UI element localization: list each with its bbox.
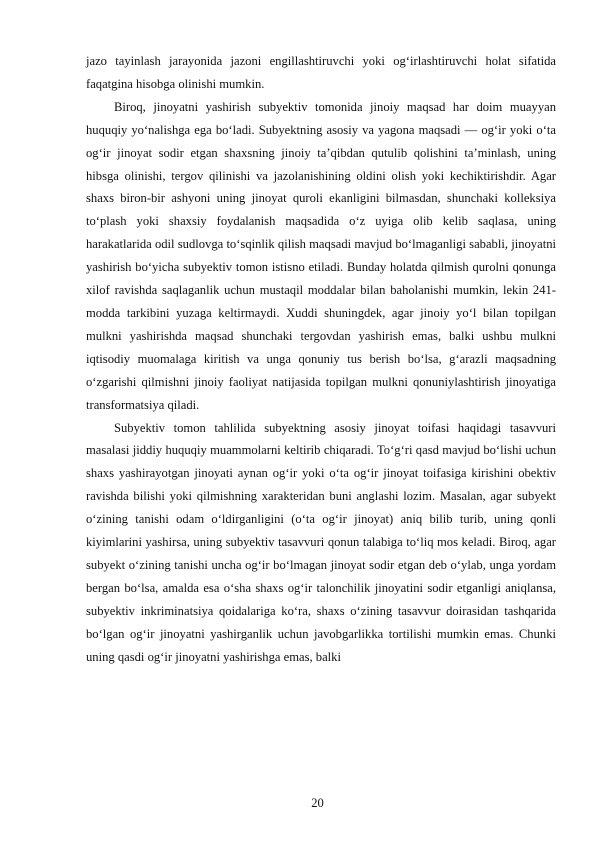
paragraph-subjective-side: Biroq, jinoyatni yashirish subyektiv tomonida jinoiy maqsad har doim muayyan huquqiy yo‘nalishga ega bo‘ladi. Subyektning asosiy va yagona maqsadi — og‘ir yoki o‘ta og‘ir jinoyat sodir etgan shaxsning jinoiy ta’qibdan qutulib qolishini ta’minlash, uning hibsga olinishi, tergov qilinishi va jazolanishining oldini olish yoki kechiktirishdir. Agar shaxs biron-bir ashyoni uning jinoyat quroli ekanligini bilmasdan, shunchaki kolleksiya to‘plash yoki shaxsiy foydalanish maqsadida o‘z uyiga olib kelib saqlasa, uning harakatlarida odil sudlovga to‘sqinlik qilish maqsadi mavjud bo‘lmaganligi sababli, jinoyatni yashirish bo‘yicha subyektiv tomon istisno etiladi. Bunday holatda qilmish qurolni qonunga xilof ravishda saqlaganlik uchun mustaqil moddalar bilan baholanishi mumkin, lekin 241-modda tarkibini yuzaga keltirmaydi. Xuddi shuningdek, agar jinoiy yo‘l bilan topilgan mulkni yashirishda maqsad shunchaki tergovdan yashirish emas, balki ushbu mulkni iqtisodiy muomalaga kiritish va unga qonuniy tus berish bo‘lsa, g‘arazli maqsadning o‘zgarishi qilmishni jinoiy faoliyat natijasida topilgan mulkni qonuniylashtirish jinoyatiga transformatsiya qiladi. [86, 99, 556, 412]
paragraph-continuation: jazo tayinlash jarayonida jazoni engillashtiruvchi yoki og‘irlashtiruvchi holat sifatida faqatgina hisobga olinishi mumkin. [86, 54, 556, 91]
paragraph-subjective-analysis: Subyektiv tomon tahlilida subyektning asosiy jinoyat toifasi haqidagi tasavvuri masalasi jiddiy huquqiy muammolarni keltirib chiqaradi. To‘g‘ri qasd mavjud bo‘lishi uchun shaxs yashirayotgan jinoyati aynan og‘ir yoki o‘ta og‘ir jinoyat toifasiga kirishini obektiv ravishda bilishi yoki qilmishning xarakteridan buni anglashi lozim. Masalan, agar subyekt o‘zining tanishi odam o‘ldirganligini (o‘ta og‘ir jinoyat) aniq bilib turib, uning qonli kiyimlarini yashirsa, uning subyektiv tasavvuri qonun talabiga to‘liq mos keladi. Biroq, agar subyekt o‘zining tanishi uncha og‘ir bo‘lmagan jinoyat sodir etgan deb o‘ylab, unga yordam bergan bo‘lsa, amalda esa o‘sha shaxs og‘ir talonchilik jinoyatini sodir etganligi aniqlansa, subyektiv inkriminatsiya qoidalariga ko‘ra, shaxs o‘zining tasavvur doirasidan tashqarida bo‘lgan og‘ir jinoyatni yashirganlik uchun javobgarlikka tortilishi mumkin emas. Chunki uning qasdi og‘ir jinoyatni yashirishga emas, balki [86, 420, 556, 664]
document-body [86, 50, 556, 668]
page-number: 20 [311, 796, 324, 810]
